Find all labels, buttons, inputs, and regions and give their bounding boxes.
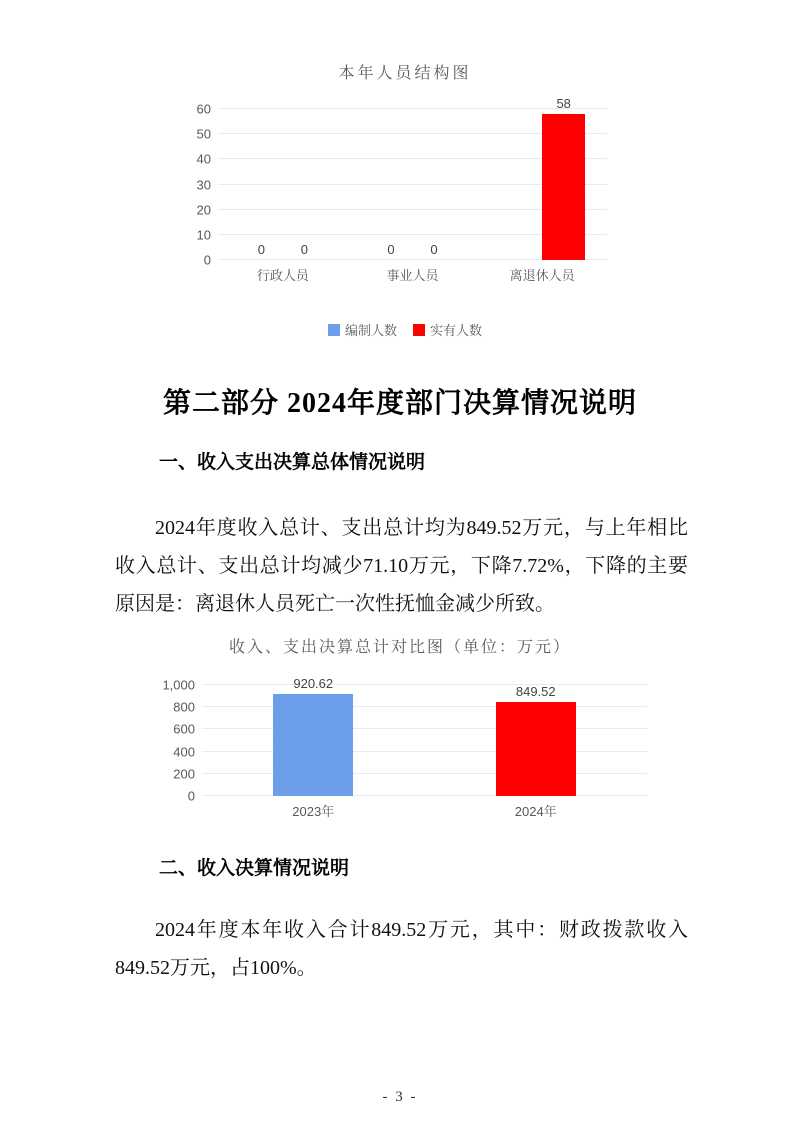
y-axis-tick-label: 20 [196, 202, 211, 218]
bar-slot [240, 109, 283, 260]
chart-plot-area [196, 96, 607, 268]
chart-legend [185, 320, 625, 339]
category-group [202, 675, 425, 796]
bar-slot [499, 109, 542, 260]
legend-swatch-icon [413, 324, 425, 336]
y-axis-tick-label: 600 [173, 721, 195, 737]
y-axis-tick-label: 0 [203, 252, 211, 268]
bar [496, 702, 576, 796]
bar-value-label: 0 [430, 242, 438, 257]
bar-groups [202, 675, 647, 796]
personnel-structure-chart [185, 55, 625, 339]
bar-slot [273, 675, 353, 796]
bar-value-label: 0 [387, 242, 395, 257]
income-expenditure-comparison-chart [140, 635, 660, 820]
bar-slot [413, 109, 456, 260]
bar-slot [370, 109, 413, 260]
bar [542, 114, 585, 260]
chart-plot-area [162, 675, 647, 804]
x-axis-labels [202, 796, 647, 820]
y-axis-tick-label: 800 [173, 699, 195, 715]
page-number: - 3 - [382, 1089, 418, 1105]
paragraph-income-expenditure: 2024年度收入总计、支出总计均为849.52万元，与上年相比收入总计、支出总计均减少71.10万元，下降7.72%，下降的主要原因是：离退休人员死亡一次性抚恤金减少所致。 [115, 517, 688, 615]
y-axis-tick-label: 1,000 [162, 677, 195, 693]
bar-groups [218, 96, 607, 260]
bar-value-label: 0 [300, 242, 308, 257]
bar-slot [496, 685, 576, 796]
paragraph-income: 2024年度本年收入合计849.52万元，其中：财政拨款收入849.52万元，占100%。 [115, 919, 688, 979]
legend-label: 编制人数 [344, 323, 397, 338]
bar [273, 694, 353, 796]
part-title: 第二部分 2024年度部门决算情况说明 [162, 388, 637, 419]
bar-slot [542, 96, 585, 260]
legend-item [328, 320, 397, 339]
y-axis-tick-label: 40 [196, 151, 211, 167]
x-axis-label: 事业人员 [386, 268, 439, 283]
section-heading-income-expenditure: 一、收入支出决算总体情况说明 [159, 452, 426, 473]
legend-item [413, 320, 482, 339]
x-axis-label: 行政人员 [256, 268, 309, 283]
chart-title: 收入、支出决算总计对比图（单位：万元） [228, 639, 571, 656]
bar-slot [283, 109, 326, 260]
y-axis-tick-label: 10 [196, 227, 211, 243]
category-group [477, 96, 607, 260]
bar-value-label: 849.52 [515, 683, 556, 699]
category-group [218, 109, 348, 260]
chart-plot [140, 661, 660, 820]
chart-title: 本年人员结构图 [338, 65, 472, 82]
y-axis-tick-label: 60 [196, 101, 211, 117]
x-axis-labels [218, 260, 607, 284]
y-axis-tick-label: 50 [196, 126, 211, 142]
legend-swatch-icon [328, 324, 340, 336]
bar-value-label: 0 [257, 242, 265, 257]
legend-label: 实有人数 [430, 323, 483, 338]
y-axis-tick-label: 400 [173, 744, 195, 760]
x-axis-label: 2023年 [292, 804, 335, 819]
chart-plot [185, 87, 625, 339]
bar-value-label: 920.62 [293, 675, 334, 691]
category-group [348, 109, 478, 260]
category-group [425, 685, 648, 796]
x-axis-label: 离退休人员 [509, 268, 575, 283]
section-heading-income: 二、收入决算情况说明 [159, 858, 350, 879]
y-axis-tick-label: 30 [196, 177, 211, 192]
y-axis-tick-label: 200 [173, 766, 195, 782]
y-axis-tick-label: 0 [187, 788, 195, 804]
bar-value-label: 58 [556, 96, 571, 112]
x-axis-label: 2024年 [514, 804, 557, 819]
